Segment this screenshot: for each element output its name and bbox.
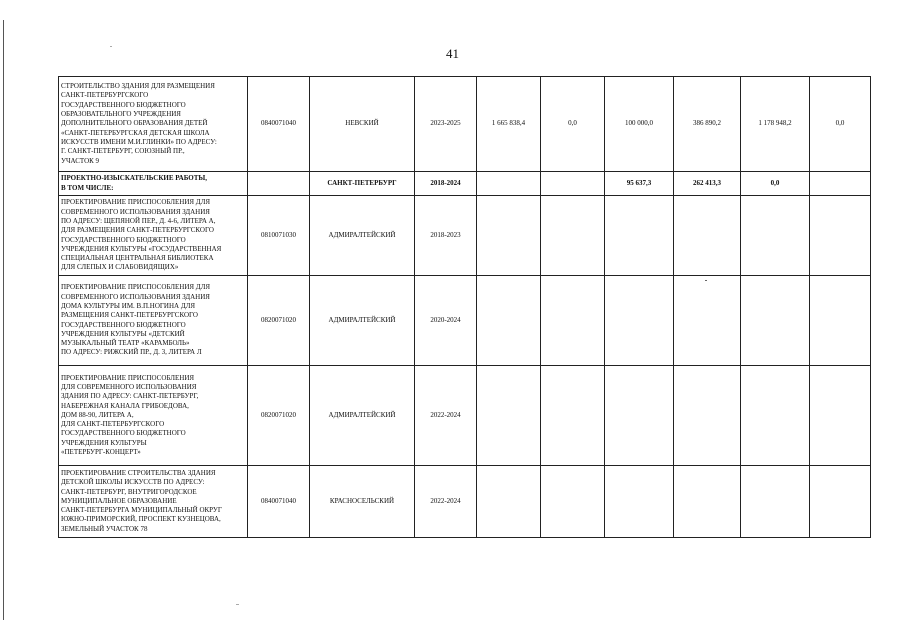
object-name-line: УЧРЕЖДЕНИЯ КУЛЬТУРЫ [61,438,147,447]
object-name-line: ЮЖНО-ПРИМОРСКИЙ, ПРОСПЕКТ КУЗНЕЦОВА, [61,515,221,524]
object-name-line: ЗЕМЕЛЬНЫЙ УЧАСТОК 78 [61,524,148,533]
total-cost-cell [477,196,541,276]
object-name-line: САНКТ-ПЕТЕРБУРГА МУНИЦИПАЛЬНЫЙ ОКРУГ [61,506,222,515]
total-cost-cell [477,276,541,366]
district-cell: АДМИРАЛТЕЙСКИЙ [310,366,415,466]
object-name-line: САНКТ-ПЕТЕРБУРГ, ВНУТРИГОРОДСКОЕ [61,487,197,496]
object-name-line: ДЕТСКОЙ ШКОЛЫ ИСКУССТВ ПО АДРЕСУ: [61,478,205,487]
object-name-line: СТРОИТЕЛЬСТВО ЗДАНИЯ ДЛЯ РАЗМЕЩЕНИЯ [61,82,215,91]
total-cost-cell [477,172,541,196]
district-cell: АДМИРАЛТЕЙСКИЙ [310,276,415,366]
budget-code-cell: 0840071040 [248,77,310,172]
investment-program-table [58,76,871,538]
object-name-line: ПРОЕКТИРОВАНИЕ ПРИСПОСОБЛЕНИЯ ДЛЯ [61,283,210,292]
object-name-line: «ПЕТЕРБУРГ-КОНЦЕРТ» [61,448,141,457]
value-cell-6 [810,366,871,466]
object-name-line: СОВРЕМЕННОГО ИСПОЛЬЗОВАНИЯ ЗДАНИЯ [61,207,210,216]
value-cell-5: 0,0 [741,172,810,196]
object-name-line: ДЛЯ САНКТ-ПЕТЕРБУРГСКОГО [61,420,165,429]
object-name-line: ОБРАЗОВАТЕЛЬНОГО УЧРЕЖДЕНИЯ [61,110,181,119]
object-name-line: УЧРЕЖДЕНИЯ КУЛЬТУРЫ «ДЕТСКИЙ [61,329,185,338]
object-name-line: СПЕЦИАЛЬНАЯ ЦЕНТРАЛЬНАЯ БИБЛИОТЕКА [61,254,214,263]
object-name-line: ГОСУДАРСТВЕННОГО БЮДЖЕТНОГО [61,100,186,109]
value-cell-5 [741,276,810,366]
table-row [59,77,871,172]
budget-code-cell: 0810071030 [248,196,310,276]
value-cell-3 [605,466,674,538]
object-name-line: ДОМА КУЛЬТУРЫ ИМ. В.П.НОГИНА ДЛЯ [61,301,196,310]
district-cell: АДМИРАЛТЕЙСКИЙ [310,196,415,276]
object-name-line: В ТОМ ЧИСЛЕ: [61,183,114,192]
table-row [59,276,871,366]
object-name-line: ЗДАНИЯ ПО АДРЕСУ: САНКТ-ПЕТЕРБУРГ, [61,392,199,401]
scan-speck [236,604,239,605]
district-cell: САНКТ-ПЕТЕРБУРГ [310,172,415,196]
object-name-line: САНКТ-ПЕТЕРБУРГСКОГО [61,91,149,100]
object-name-line: «САНКТ-ПЕТЕРБУРГСКАЯ ДЕТСКАЯ ШКОЛА [61,128,210,137]
value-cell-3: 100 000,0 [605,77,674,172]
object-name-line: ГОСУДАРСТВЕННОГО БЮДЖЕТНОГО [61,429,186,438]
value-cell-6 [810,172,871,196]
object-name-line: РАЗМЕЩЕНИЯ САНКТ-ПЕТЕРБУРГСКОГО [61,311,198,320]
period-cell: 2023-2025 [415,77,477,172]
value-cell-2 [541,466,605,538]
object-name-line: ДЛЯ СОВРЕМЕННОГО ИСПОЛЬЗОВАНИЯ [61,382,197,391]
value-cell-5 [741,466,810,538]
value-cell-4: 262 413,3 [674,172,741,196]
table-body [59,77,871,538]
value-cell-6 [810,276,871,366]
object-name-line: ДЛЯ РАЗМЕЩЕНИЯ САНКТ-ПЕТЕРБУРГСКОГО [61,226,214,235]
value-cell-6: 0,0 [810,77,871,172]
object-name-line: ДОМ 88-90, ЛИТЕРА А, [61,410,134,419]
value-cell-6 [810,196,871,276]
object-name-line: ДОПОЛНИТЕЛЬНОГО ОБРАЗОВАНИЯ ДЕТЕЙ [61,119,208,128]
object-name-cell [59,276,248,366]
object-name-line: ДЛЯ СЛЕПЫХ И СЛАБОВИДЯЩИХ» [61,263,179,272]
object-name-cell [59,366,248,466]
table-row [59,466,871,538]
value-cell-4 [674,466,741,538]
object-name-line: УЧАСТОК 9 [61,156,100,165]
district-cell: КРАСНОСЕЛЬСКИЙ [310,466,415,538]
value-cell-4 [674,276,741,366]
object-name-line: ПРОЕКТИРОВАНИЕ ПРИСПОСОБЛЕНИЯ [61,373,195,382]
period-cell: 2018-2024 [415,172,477,196]
value-cell-2: 0,0 [541,77,605,172]
total-cost-cell: 1 665 838,4 [477,77,541,172]
object-name-line: Г. САНКТ-ПЕТЕРБУРГ, СОЮЗНЫЙ ПР., [61,147,185,156]
object-name-line: ПО АДРЕСУ: РИЖСКИЙ ПР., Д. 3, ЛИТЕРА Л [61,348,202,357]
total-cost-cell [477,466,541,538]
value-cell-4: 386 890,2 [674,77,741,172]
object-name-cell [59,172,248,196]
scan-mark [705,280,707,281]
table-row [59,196,871,276]
value-cell-2 [541,366,605,466]
value-cell-5: 1 178 948,2 [741,77,810,172]
object-name-line: ПРОЕКТИРОВАНИЕ СТРОИТЕЛЬСТВА ЗДАНИЯ [61,468,216,477]
object-name-line: СОВРЕМЕННОГО ИСПОЛЬЗОВАНИЯ ЗДАНИЯ [61,292,210,301]
object-name-line: ПРОЕКТИРОВАНИЕ ПРИСПОСОБЛЕНИЯ ДЛЯ [61,198,210,207]
object-name-line: МУНИЦИПАЛЬНОЕ ОБРАЗОВАНИЕ [61,496,177,505]
object-name-line: ПРОЕКТНО-ИЗЫСКАТЕЛЬСКИЕ РАБОТЫ, [61,174,208,183]
object-name-line: ГОСУДАРСТВЕННОГО БЮДЖЕТНОГО [61,235,186,244]
subtotal-row [59,172,871,196]
value-cell-2 [541,196,605,276]
object-name-line: ПО АДРЕСУ: ЩЕПЯНОЙ ПЕР., Д. 4-6, ЛИТЕРА А, [61,216,216,225]
object-name-line: МУЗЫКАЛЬНЫЙ ТЕАТР «КАРАМБОЛЬ» [61,339,190,348]
object-name-line: НАБЕРЕЖНАЯ КАНАЛА ГРИБОЕДОВА, [61,401,189,410]
budget-code-cell [248,172,310,196]
object-name-line: УЧРЕЖДЕНИЯ КУЛЬТУРЫ «ГОСУДАРСТВЕННАЯ [61,244,222,253]
value-cell-3 [605,366,674,466]
value-cell-4 [674,196,741,276]
object-name-line: ГОСУДАРСТВЕННОГО БЮДЖЕТНОГО [61,320,186,329]
value-cell-3: 95 637,3 [605,172,674,196]
district-cell: НЕВСКИЙ [310,77,415,172]
total-cost-cell [477,366,541,466]
value-cell-6 [810,466,871,538]
value-cell-2 [541,276,605,366]
scan-edge-line [3,20,4,620]
table-row [59,366,871,466]
object-name-line: ИСКУССТВ ИМЕНИ М.И.ГЛИНКИ» ПО АДРЕСУ: [61,137,217,146]
value-cell-2 [541,172,605,196]
value-cell-3 [605,196,674,276]
budget-code-cell: 0820071020 [248,276,310,366]
object-name-cell [59,466,248,538]
period-cell: 2018-2023 [415,196,477,276]
period-cell: 2022-2024 [415,366,477,466]
value-cell-5 [741,366,810,466]
value-cell-3 [605,276,674,366]
object-name-cell [59,77,248,172]
page-number: 41 [446,46,459,61]
value-cell-5 [741,196,810,276]
period-cell: 2020-2024 [415,276,477,366]
budget-code-cell: 0820071020 [248,366,310,466]
budget-code-cell: 0840071040 [248,466,310,538]
value-cell-4 [674,366,741,466]
period-cell: 2022-2024 [415,466,477,538]
object-name-cell [59,196,248,276]
